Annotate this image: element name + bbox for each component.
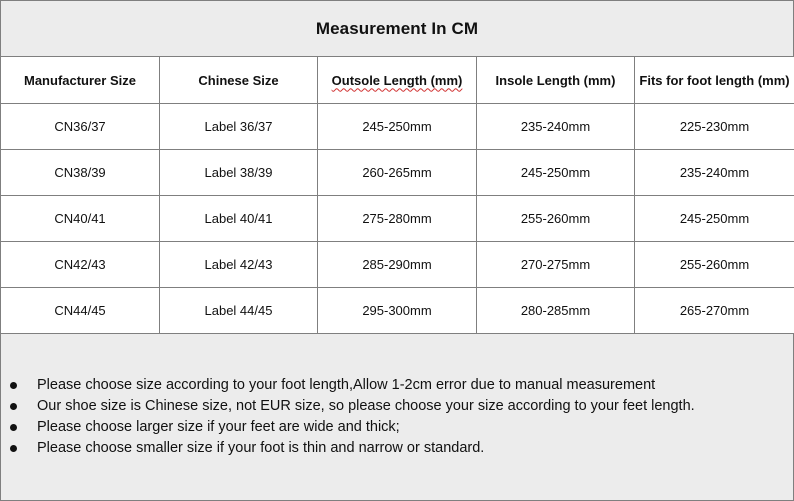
table-row xyxy=(1,288,794,334)
cell-foot-length: 245-250mm xyxy=(635,196,794,242)
cell-manufacturer-size: CN40/41 xyxy=(1,196,160,242)
header-label: Fits for foot length (mm) xyxy=(639,72,790,88)
cell-insole-length: 255-260mm xyxy=(477,196,635,242)
cell-chinese-size: Label 42/43 xyxy=(160,242,318,288)
cell-outsole-length: 245-250mm xyxy=(318,104,477,150)
notes-list xyxy=(1,375,695,459)
cell-insole-length: 280-285mm xyxy=(477,288,635,334)
cell-foot-length: 235-240mm xyxy=(635,150,794,196)
cell-manufacturer-size: CN42/43 xyxy=(1,242,160,288)
table-row xyxy=(1,104,794,150)
bullet-icon xyxy=(10,424,17,431)
cell-chinese-size: Label 36/37 xyxy=(160,104,318,150)
table-row xyxy=(1,150,794,196)
list-item xyxy=(1,396,695,417)
note-text: Our shoe size is Chinese size, not EUR size, so please choose your size according to your feet length. xyxy=(37,398,695,414)
table-row xyxy=(1,196,794,242)
header-label: Outsole Length (mm) xyxy=(331,72,463,88)
notes-panel xyxy=(0,333,794,501)
bullet-icon xyxy=(10,445,17,452)
cell-insole-length: 245-250mm xyxy=(477,150,635,196)
cell-manufacturer-size: CN36/37 xyxy=(1,104,160,150)
note-text: Please choose larger size if your feet are wide and thick; xyxy=(37,419,400,435)
header-manufacturer-size xyxy=(1,57,160,104)
bullet-icon xyxy=(10,382,17,389)
cell-insole-length: 235-240mm xyxy=(477,104,635,150)
list-item xyxy=(1,438,695,459)
table-header-row xyxy=(1,57,794,104)
cell-chinese-size: Label 40/41 xyxy=(160,196,318,242)
note-text: Please choose size according to your foot length,Allow 1-2cm error due to manual measurement xyxy=(37,377,656,393)
note-text: Please choose smaller size if your foot is thin and narrow or standard. xyxy=(37,440,485,456)
header-fits-foot-length xyxy=(635,57,794,104)
list-item xyxy=(1,417,695,438)
cell-foot-length: 225-230mm xyxy=(635,104,794,150)
cell-foot-length: 265-270mm xyxy=(635,288,794,334)
header-chinese-size xyxy=(160,57,318,104)
table-row xyxy=(1,242,794,288)
cell-chinese-size: Label 44/45 xyxy=(160,288,318,334)
chart-title: Measurement In CM xyxy=(0,0,794,57)
bullet-icon xyxy=(10,403,17,410)
cell-outsole-length: 275-280mm xyxy=(318,196,477,242)
header-label: Manufacturer Size xyxy=(24,72,136,88)
cell-outsole-length: 295-300mm xyxy=(318,288,477,334)
cell-outsole-length: 260-265mm xyxy=(318,150,477,196)
cell-manufacturer-size: CN44/45 xyxy=(1,288,160,334)
cell-chinese-size: Label 38/39 xyxy=(160,150,318,196)
header-label: Insole Length (mm) xyxy=(495,72,616,88)
size-table xyxy=(0,56,794,334)
list-item xyxy=(1,375,695,396)
header-insole-length xyxy=(477,57,635,104)
cell-outsole-length: 285-290mm xyxy=(318,242,477,288)
cell-insole-length: 270-275mm xyxy=(477,242,635,288)
header-label: Chinese Size xyxy=(198,72,279,88)
header-outsole-length xyxy=(318,57,477,104)
cell-foot-length: 255-260mm xyxy=(635,242,794,288)
cell-manufacturer-size: CN38/39 xyxy=(1,150,160,196)
